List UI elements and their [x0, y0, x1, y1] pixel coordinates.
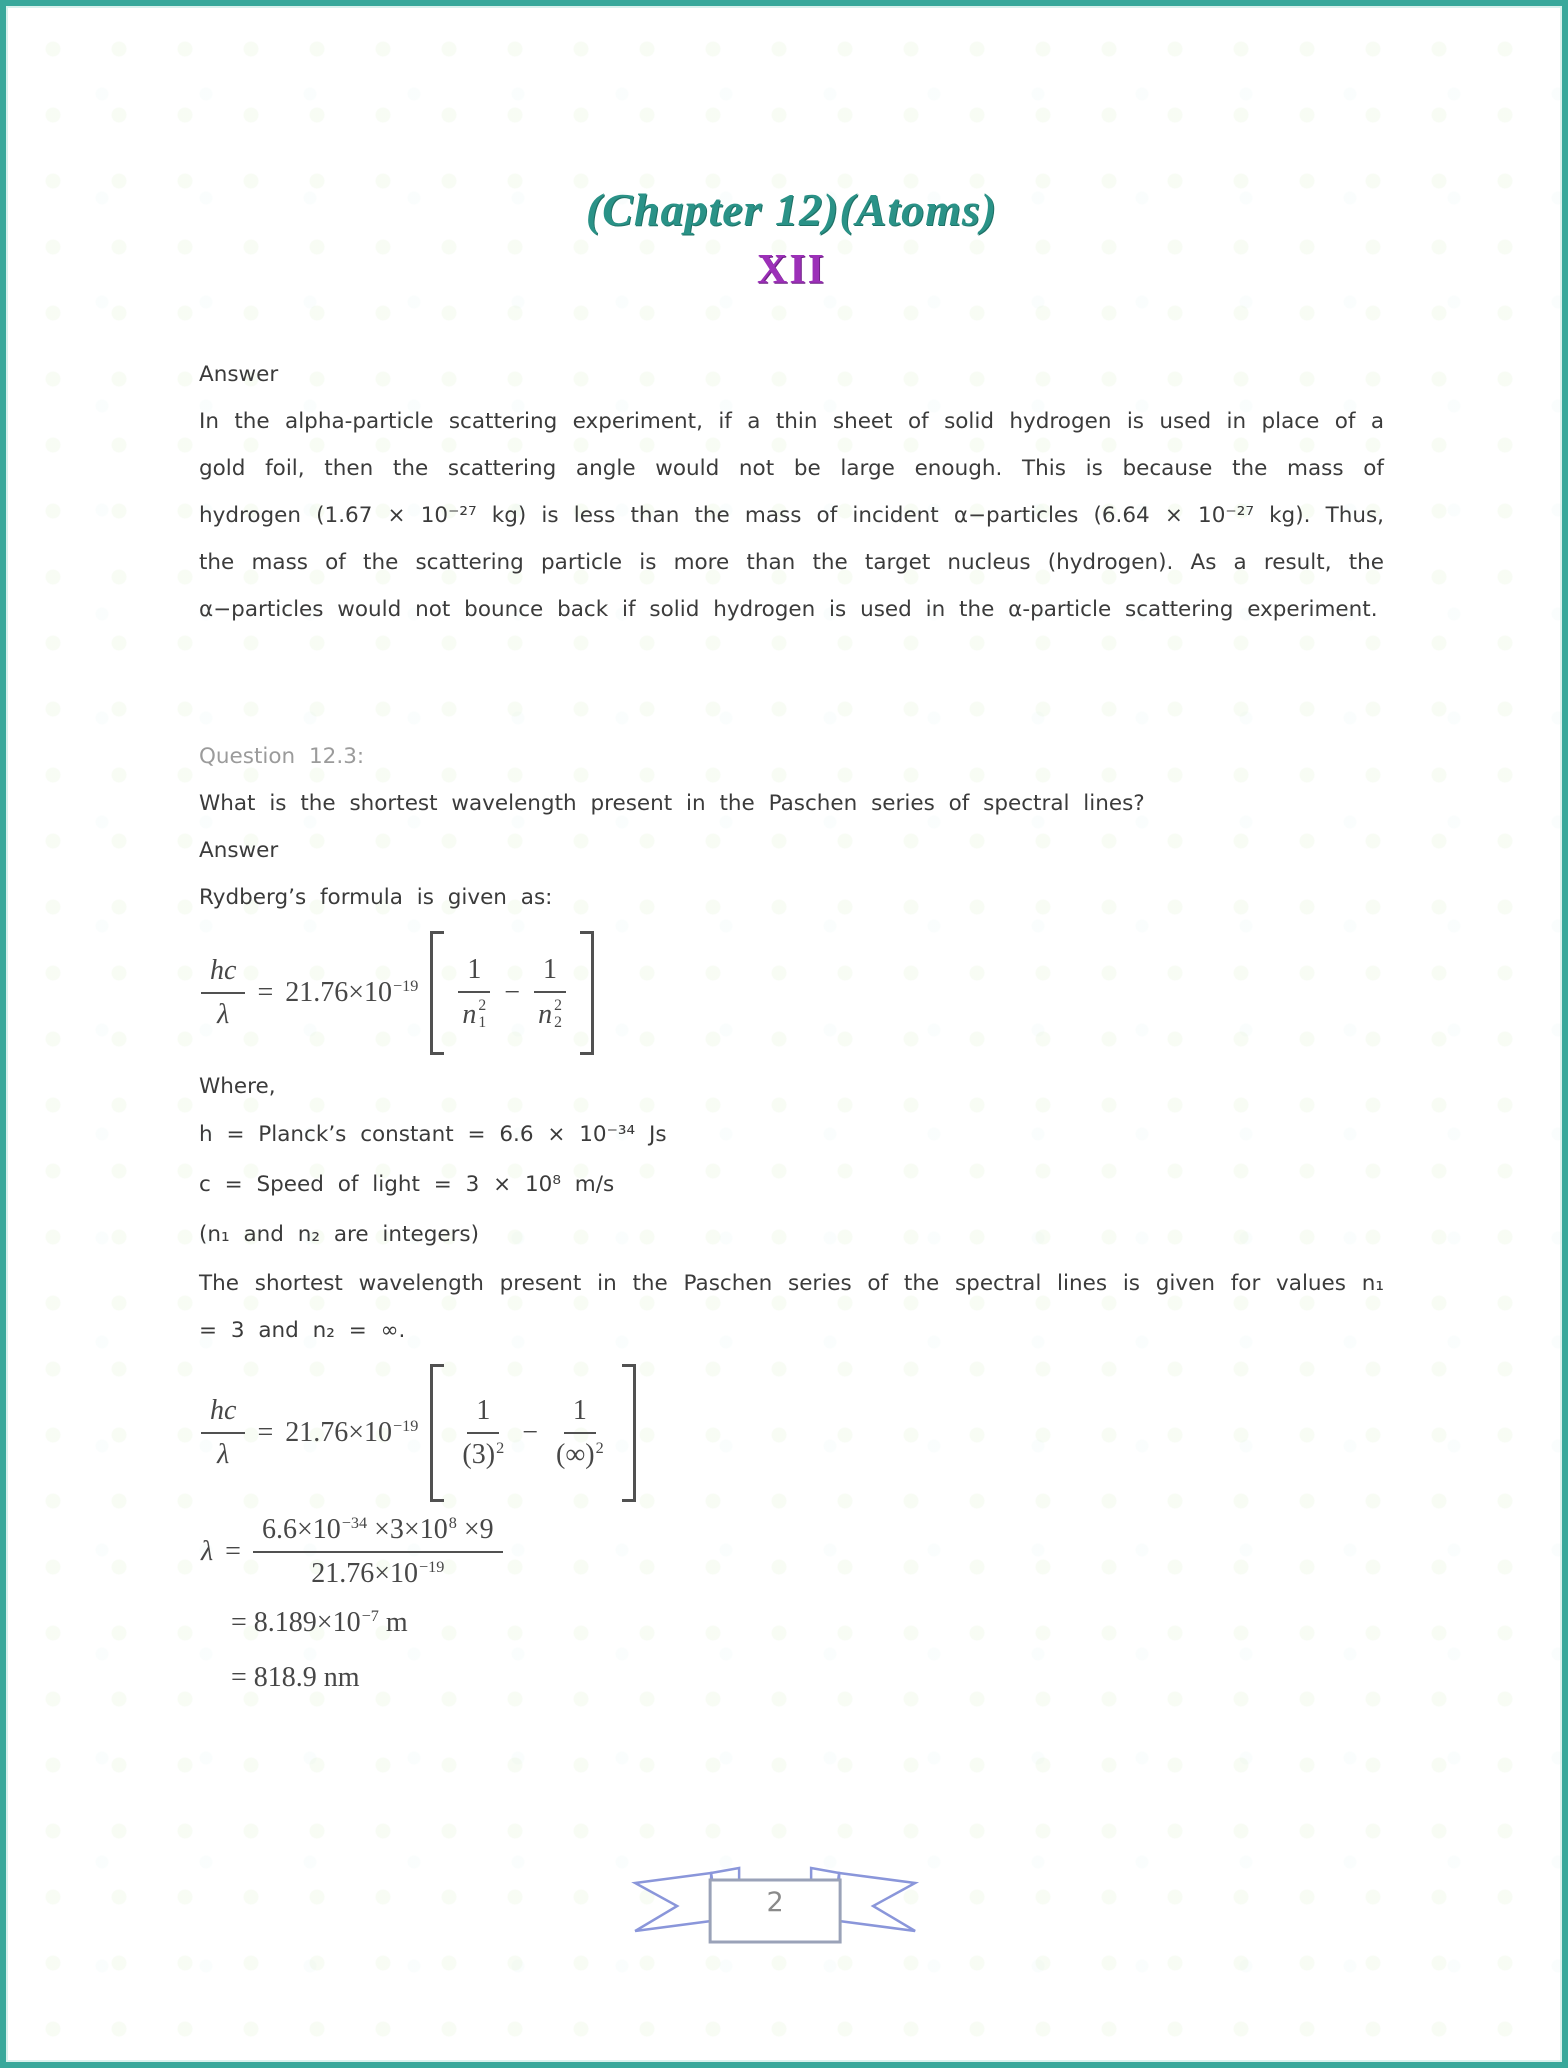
coefficient-base: 21.76×10	[285, 1417, 393, 1449]
term1-variable: n	[462, 999, 477, 1031]
den-part1: 21.76×10	[311, 1558, 418, 1590]
term1-denominator	[453, 993, 495, 1034]
rydberg-intro: Rydberg’s formula is given as:	[199, 885, 553, 911]
denominator-lambda: λ	[217, 999, 230, 1031]
right-bracket	[622, 1364, 636, 1502]
result-line-meters	[231, 1600, 1384, 1649]
answer-paragraph-1: In the alpha-particle scattering experiment, if a thin sheet of solid hydrogen is used in place of a gold foil, then the scattering angle would not be large enough. This is because the mass of hydrogen (1.67 × 10⁻²⁷ kg) is less than the mass of incident α−particles (6.64 × 10⁻²⁷ kg). Thus, the mass of the scattering particle is more than the target nucleus (hydrogen). As a result, the α−particles would not bounce back if solid hydrogen is used in the α-particle scattering experiment.	[199, 409, 1384, 623]
term2-scripts	[554, 998, 562, 1032]
term2-superscript: 2	[554, 997, 562, 1015]
coefficient	[285, 977, 418, 1009]
term1-numerator: 1	[467, 1393, 499, 1434]
hc-over-lambda-fraction	[201, 1393, 245, 1473]
question-label: Question 12.3:	[199, 744, 365, 770]
page-number: 2	[766, 1886, 784, 1918]
answer-label-1: Answer	[199, 362, 279, 388]
evaluation-numerator	[253, 1512, 503, 1553]
num-part1: 6.6×10	[261, 1514, 341, 1546]
rydberg-formula	[201, 931, 1384, 1055]
bracket-group	[430, 931, 593, 1055]
term1-superscript: 2	[496, 1439, 505, 1458]
numerator-hc: hc	[201, 953, 245, 994]
chapter-title: (Chapter 12)(Atoms)	[585, 184, 998, 235]
num-part3: ×9	[456, 1514, 494, 1546]
result-m-unit: m	[378, 1607, 408, 1639]
coefficient-exponent: −19	[393, 977, 419, 996]
lambda-symbol: λ	[201, 1536, 214, 1568]
term2-base: (∞)	[556, 1439, 595, 1471]
equals-sign: =	[225, 1536, 241, 1568]
shortest-wavelength-paragraph: The shortest wavelength present in the Paschen series of the spectral lines is given for values n₁ = 3 and n₂ = ∞.	[199, 1271, 1384, 1344]
minus-sign: −	[522, 1417, 538, 1449]
hc-over-lambda-fraction	[201, 953, 245, 1033]
result-m-exponent: −7	[361, 1607, 379, 1626]
term1-fraction	[453, 1393, 513, 1473]
term1-superscript: 2	[478, 997, 487, 1015]
question-text: What is the shortest wavelength present in the Paschen series of spectral lines?	[199, 791, 1145, 817]
evaluation-fraction	[253, 1512, 503, 1592]
term2-numerator: 1	[564, 1393, 596, 1434]
planck-constant-line: h = Planck’s constant = 6.6 × 10⁻³⁴ Js	[199, 1122, 667, 1148]
term1-fraction	[453, 952, 495, 1034]
term1-numerator: 1	[458, 952, 490, 993]
den-exponent1: −19	[418, 1558, 445, 1577]
term1-scripts	[478, 998, 486, 1032]
lambda-evaluation-formula	[201, 1512, 1384, 1592]
term2-superscript: 2	[595, 1439, 604, 1458]
num-part2: ×3×10	[367, 1514, 448, 1546]
num-exponent1: −34	[341, 1514, 368, 1533]
result-nm-value: = 818.9 nm	[231, 1662, 360, 1694]
term2-numerator: 1	[534, 952, 566, 993]
speed-of-light-line: c = Speed of light = 3 × 10⁸ m/s	[199, 1172, 615, 1198]
coefficient	[285, 1417, 418, 1449]
class-subtitle: XII	[756, 246, 827, 293]
result-m-value: = 8.189×10	[231, 1607, 361, 1639]
page-number-ribbon	[627, 1859, 923, 1947]
bracket-group	[430, 1364, 635, 1502]
coefficient-base: 21.76×10	[285, 977, 393, 1009]
term2-variable: n	[538, 999, 553, 1031]
equals-sign: =	[257, 1417, 274, 1449]
evaluation-denominator	[302, 1553, 453, 1592]
minus-sign: −	[504, 977, 521, 1009]
num-exponent2: 8	[448, 1514, 457, 1533]
term2-subscript: 2	[554, 1014, 562, 1032]
right-bracket	[580, 931, 594, 1055]
page-content	[6, 184, 1562, 1701]
where-label: Where,	[199, 1074, 276, 1100]
term2-denominator	[529, 993, 571, 1034]
term1-denominator	[453, 1434, 513, 1473]
integers-note-line: (n₁ and n₂ are integers)	[199, 1222, 479, 1248]
equals-sign: =	[257, 977, 274, 1009]
numerator-hc: hc	[201, 1393, 245, 1434]
result-line-nanometers	[231, 1655, 1384, 1701]
term1-subscript: 1	[478, 1014, 487, 1032]
term2-fraction	[547, 1393, 613, 1473]
term2-fraction	[529, 952, 571, 1034]
paschen-substitution-formula	[201, 1364, 1384, 1502]
denominator-lambda: λ	[217, 1439, 230, 1471]
term2-denominator	[547, 1434, 613, 1473]
term1-base: (3)	[462, 1439, 496, 1471]
left-bracket	[430, 931, 444, 1055]
answer-label-2: Answer	[199, 838, 279, 864]
left-bracket	[430, 1364, 444, 1502]
coefficient-exponent: −19	[393, 1417, 419, 1436]
